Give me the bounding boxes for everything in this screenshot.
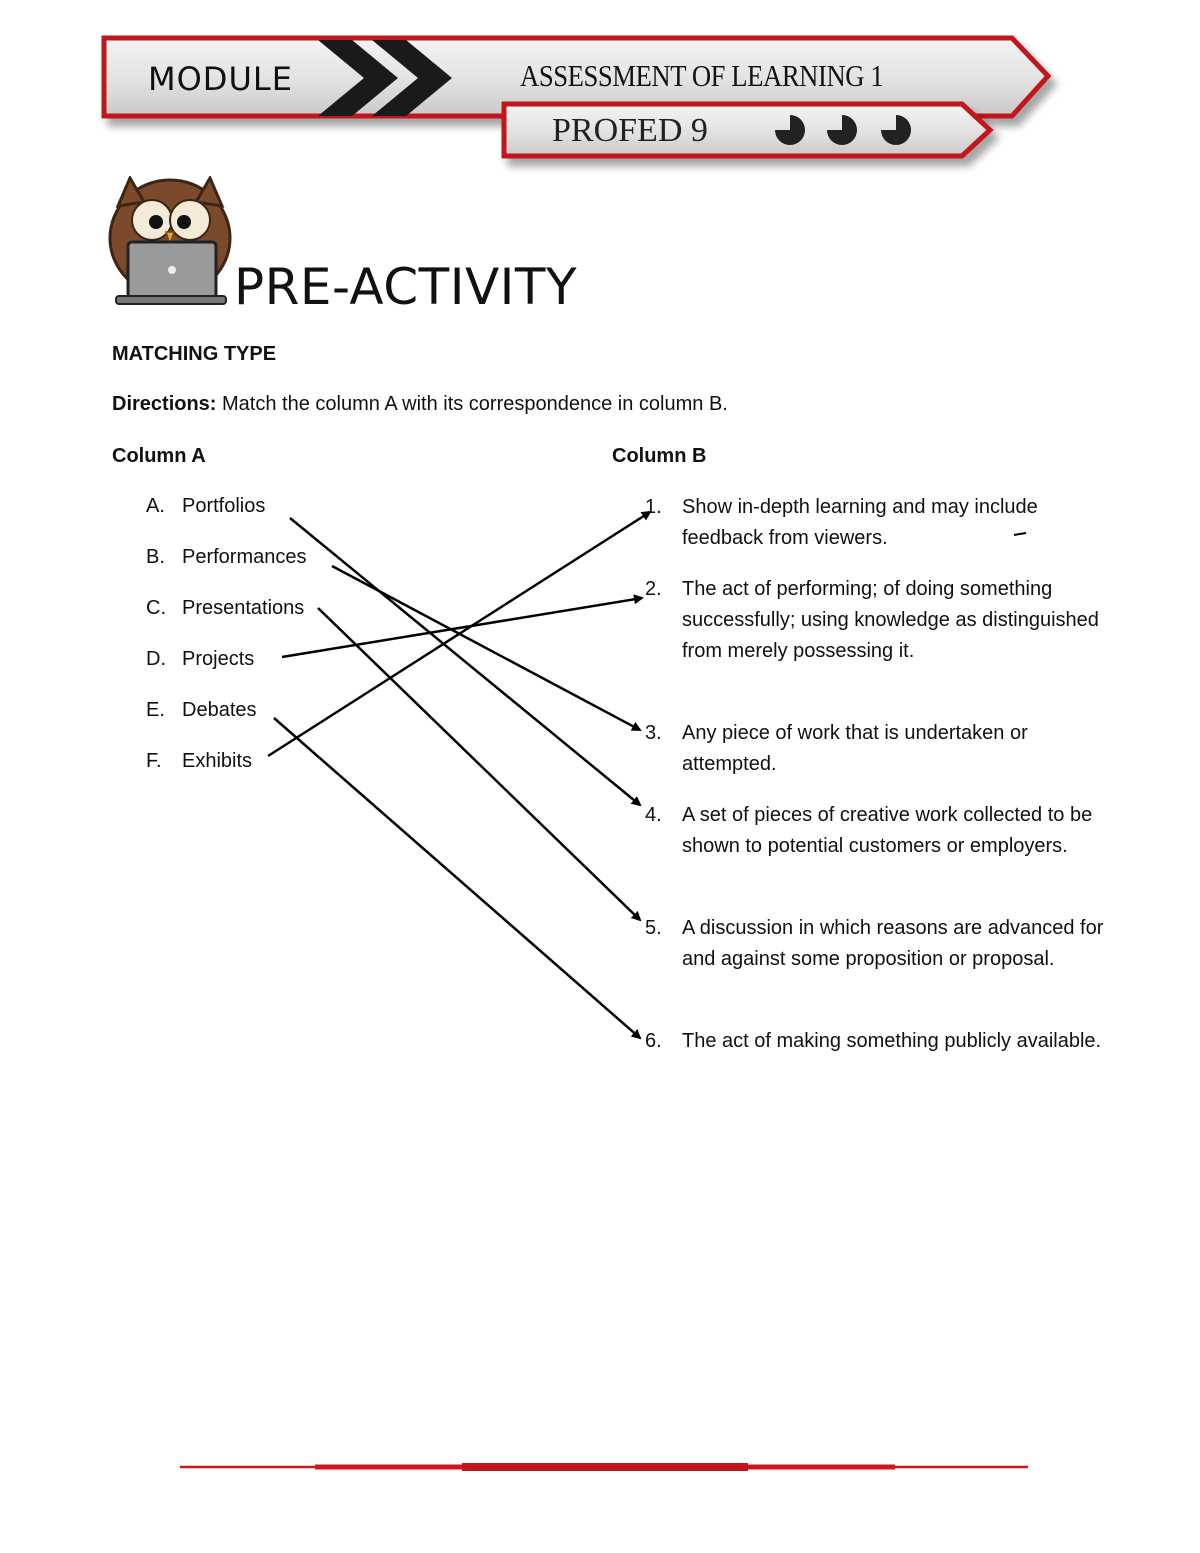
item-letter: D. — [146, 648, 166, 670]
item-text: A set of pieces of creative work collected to be shown to potential customers or employers. — [682, 804, 1093, 857]
column-a-item — [146, 750, 252, 773]
column-a-heading: Column A — [112, 445, 206, 467]
match-arrow-b-3 — [332, 566, 640, 730]
footer-rule — [0, 1450, 1200, 1490]
item-text: The act of performing; of doing something successfully; using knowledge as distinguished from merely possessing it. — [682, 578, 1099, 662]
module-label: MODULE — [148, 60, 293, 98]
item-text: Performances — [182, 546, 307, 568]
course-code: PROFED 9 — [552, 112, 708, 149]
item-letter: F. — [146, 750, 162, 772]
item-text: Any piece of work that is undertaken or attempted. — [682, 722, 1028, 775]
column-b-item — [645, 800, 1105, 862]
item-number: 3. — [645, 722, 662, 744]
item-text: Debates — [182, 699, 257, 721]
directions — [112, 393, 728, 416]
item-letter: A. — [146, 495, 165, 517]
match-arrow-f-1 — [268, 512, 650, 756]
owl-with-laptop-icon — [104, 176, 244, 316]
item-number: 2. — [645, 578, 662, 600]
item-text: Presentations — [182, 597, 305, 619]
column-a-item — [146, 648, 254, 671]
match-arrow-e-6 — [274, 718, 640, 1038]
item-number: 1. — [645, 496, 662, 518]
column-a-item — [146, 546, 307, 569]
item-number: 5. — [645, 917, 662, 939]
item-text: Show in-depth learning and may include feedback from viewers. — [682, 496, 1038, 549]
item-letter: C. — [146, 597, 166, 619]
item-text: Portfolios — [182, 495, 266, 517]
match-arrow-c-5 — [318, 608, 640, 920]
column-b-heading: Column B — [612, 445, 707, 467]
match-arrow-a-4 — [290, 518, 640, 805]
item-letter: E. — [146, 699, 165, 721]
column-a-item — [146, 495, 265, 518]
item-text: The act of making something publicly available. — [682, 1030, 1102, 1052]
column-a-item — [146, 597, 304, 620]
item-text: Exhibits — [182, 750, 253, 772]
activity-type: MATCHING TYPE — [112, 343, 277, 365]
item-number: 4. — [645, 804, 662, 826]
column-b-item — [645, 1026, 1105, 1057]
directions-text: Match the column A with its correspondence in column B. — [216, 393, 728, 415]
page-title: PRE-ACTIVITY — [234, 258, 577, 316]
column-b-item — [645, 913, 1105, 975]
item-number: 6. — [645, 1030, 662, 1052]
course-title: ASSESSMENT OF LEARNING 1 — [520, 58, 884, 93]
column-b-item — [645, 492, 1105, 554]
column-b-item — [645, 718, 1105, 780]
column-a-item — [146, 699, 257, 722]
match-arrow-d-2 — [282, 598, 642, 657]
item-letter: B. — [146, 546, 165, 568]
item-text: Projects — [182, 648, 255, 670]
item-text: A discussion in which reasons are advanced for and against some proposition or proposal. — [682, 917, 1104, 970]
column-b-item — [645, 574, 1105, 667]
directions-label: Directions: — [112, 393, 217, 415]
